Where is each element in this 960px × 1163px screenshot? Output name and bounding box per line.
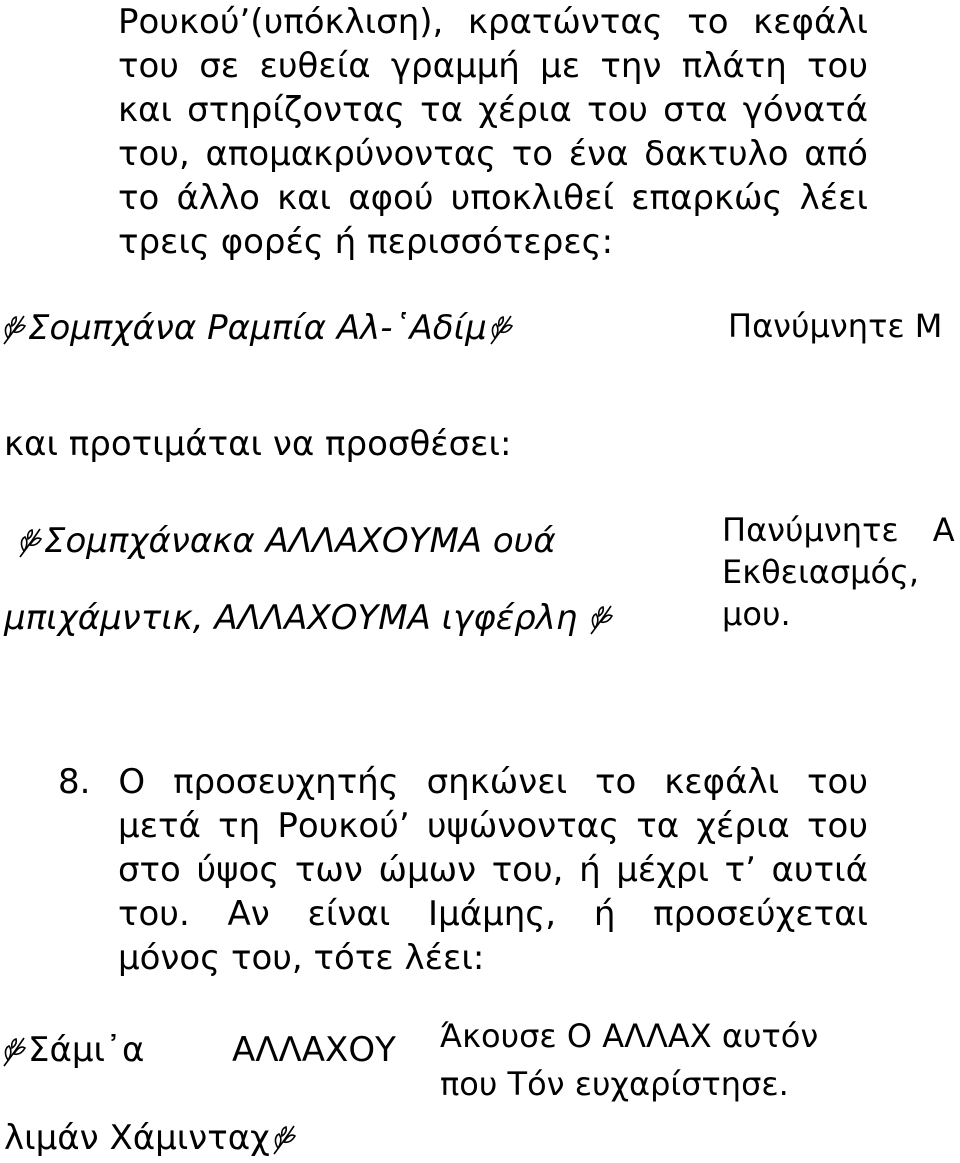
invocation-3-text-1: Σάμι᾽α bbox=[28, 1030, 145, 1070]
paragraph-line: τρεις φορές ή περισσότερες: bbox=[118, 222, 614, 262]
invocation-1-translation: Πανύμνητε Μ bbox=[728, 307, 943, 345]
connector-text: και προτιμάται να προσθέσει: bbox=[4, 424, 512, 464]
invocation-2-translation-line-2: Εκθειασμός, bbox=[722, 553, 920, 591]
paragraph-line: 8. Ο προσευχητής σηκώνει το κεφάλι του bbox=[58, 762, 868, 802]
floral-ornament-icon bbox=[0, 1034, 28, 1070]
floral-ornament-icon bbox=[0, 312, 28, 348]
floral-ornament-icon bbox=[16, 525, 44, 561]
floral-ornament-icon bbox=[487, 312, 515, 348]
paragraph-line: μετά τη Ρουκού’ υψώνοντας τα χέρια του bbox=[118, 806, 868, 846]
paragraph-line: μόνος του, τότε λέει: bbox=[118, 938, 485, 978]
paragraph-line: το άλλο και αφού υποκλιθεί επαρκώς λέει bbox=[118, 178, 868, 218]
invocation-3-text-3: λιμάν Χάμινταχ bbox=[4, 1118, 270, 1158]
invocation-2-text-1: Σομπχάνακα ΑΛΛΑΧΟΥΜΑ ουά bbox=[44, 521, 556, 561]
floral-ornament-icon bbox=[270, 1122, 298, 1158]
floral-ornament-icon bbox=[587, 602, 615, 638]
invocation-2-translation-line-1: Πανύμνητε Α bbox=[722, 511, 955, 549]
invocation-2-text-2: μπιχάμντικ, ΑΛΛΑΧΟΥΜΑ ιγφέρλη bbox=[4, 598, 578, 638]
invocation-1-text: Σομπχάνα Ραμπία Αλ-῾Αδίμ bbox=[28, 308, 487, 348]
paragraph-line: του σε ευθεία γραμμή με την πλάτη του bbox=[118, 46, 868, 86]
invocation-1-transliteration bbox=[0, 306, 515, 350]
paragraph-line: στο ύψος των ώμων του, ή μέχρι τ’ αυτιά bbox=[118, 850, 868, 890]
paragraph-line: του, απομακρύνοντας το ένα δακτυλο από bbox=[118, 134, 868, 174]
invocation-3-word-1 bbox=[0, 1028, 144, 1072]
invocation-3-translation-line-1: Άκουσε Ο ΑΛΛΑΧ αυτόν bbox=[440, 1017, 819, 1055]
invocation-3-word-3-line bbox=[4, 1116, 298, 1160]
invocation-2-translation-line-3: μου. bbox=[722, 595, 791, 633]
paragraph-rukou-description bbox=[118, 0, 868, 264]
invocation-2-transliteration-line-1 bbox=[16, 519, 556, 563]
paragraph-line: και στηρίζοντας τα χέρια του στα γόνατά bbox=[118, 90, 868, 130]
invocation-2-transliteration-line-2 bbox=[4, 596, 615, 640]
invocation-3-translation-line-2: που Τόν ευχαρίστησε. bbox=[440, 1065, 789, 1103]
paragraph-line: του. Αν είναι Ιμάμης, ή προσεύχεται bbox=[118, 894, 868, 934]
paragraph-line: Ρουκού’(υπόκλιση), κρατώντας το κεφάλι bbox=[118, 2, 868, 42]
paragraph-8 bbox=[58, 760, 868, 980]
invocation-3-word-2: ΑΛΛΑΧΟΥ bbox=[232, 1030, 396, 1070]
